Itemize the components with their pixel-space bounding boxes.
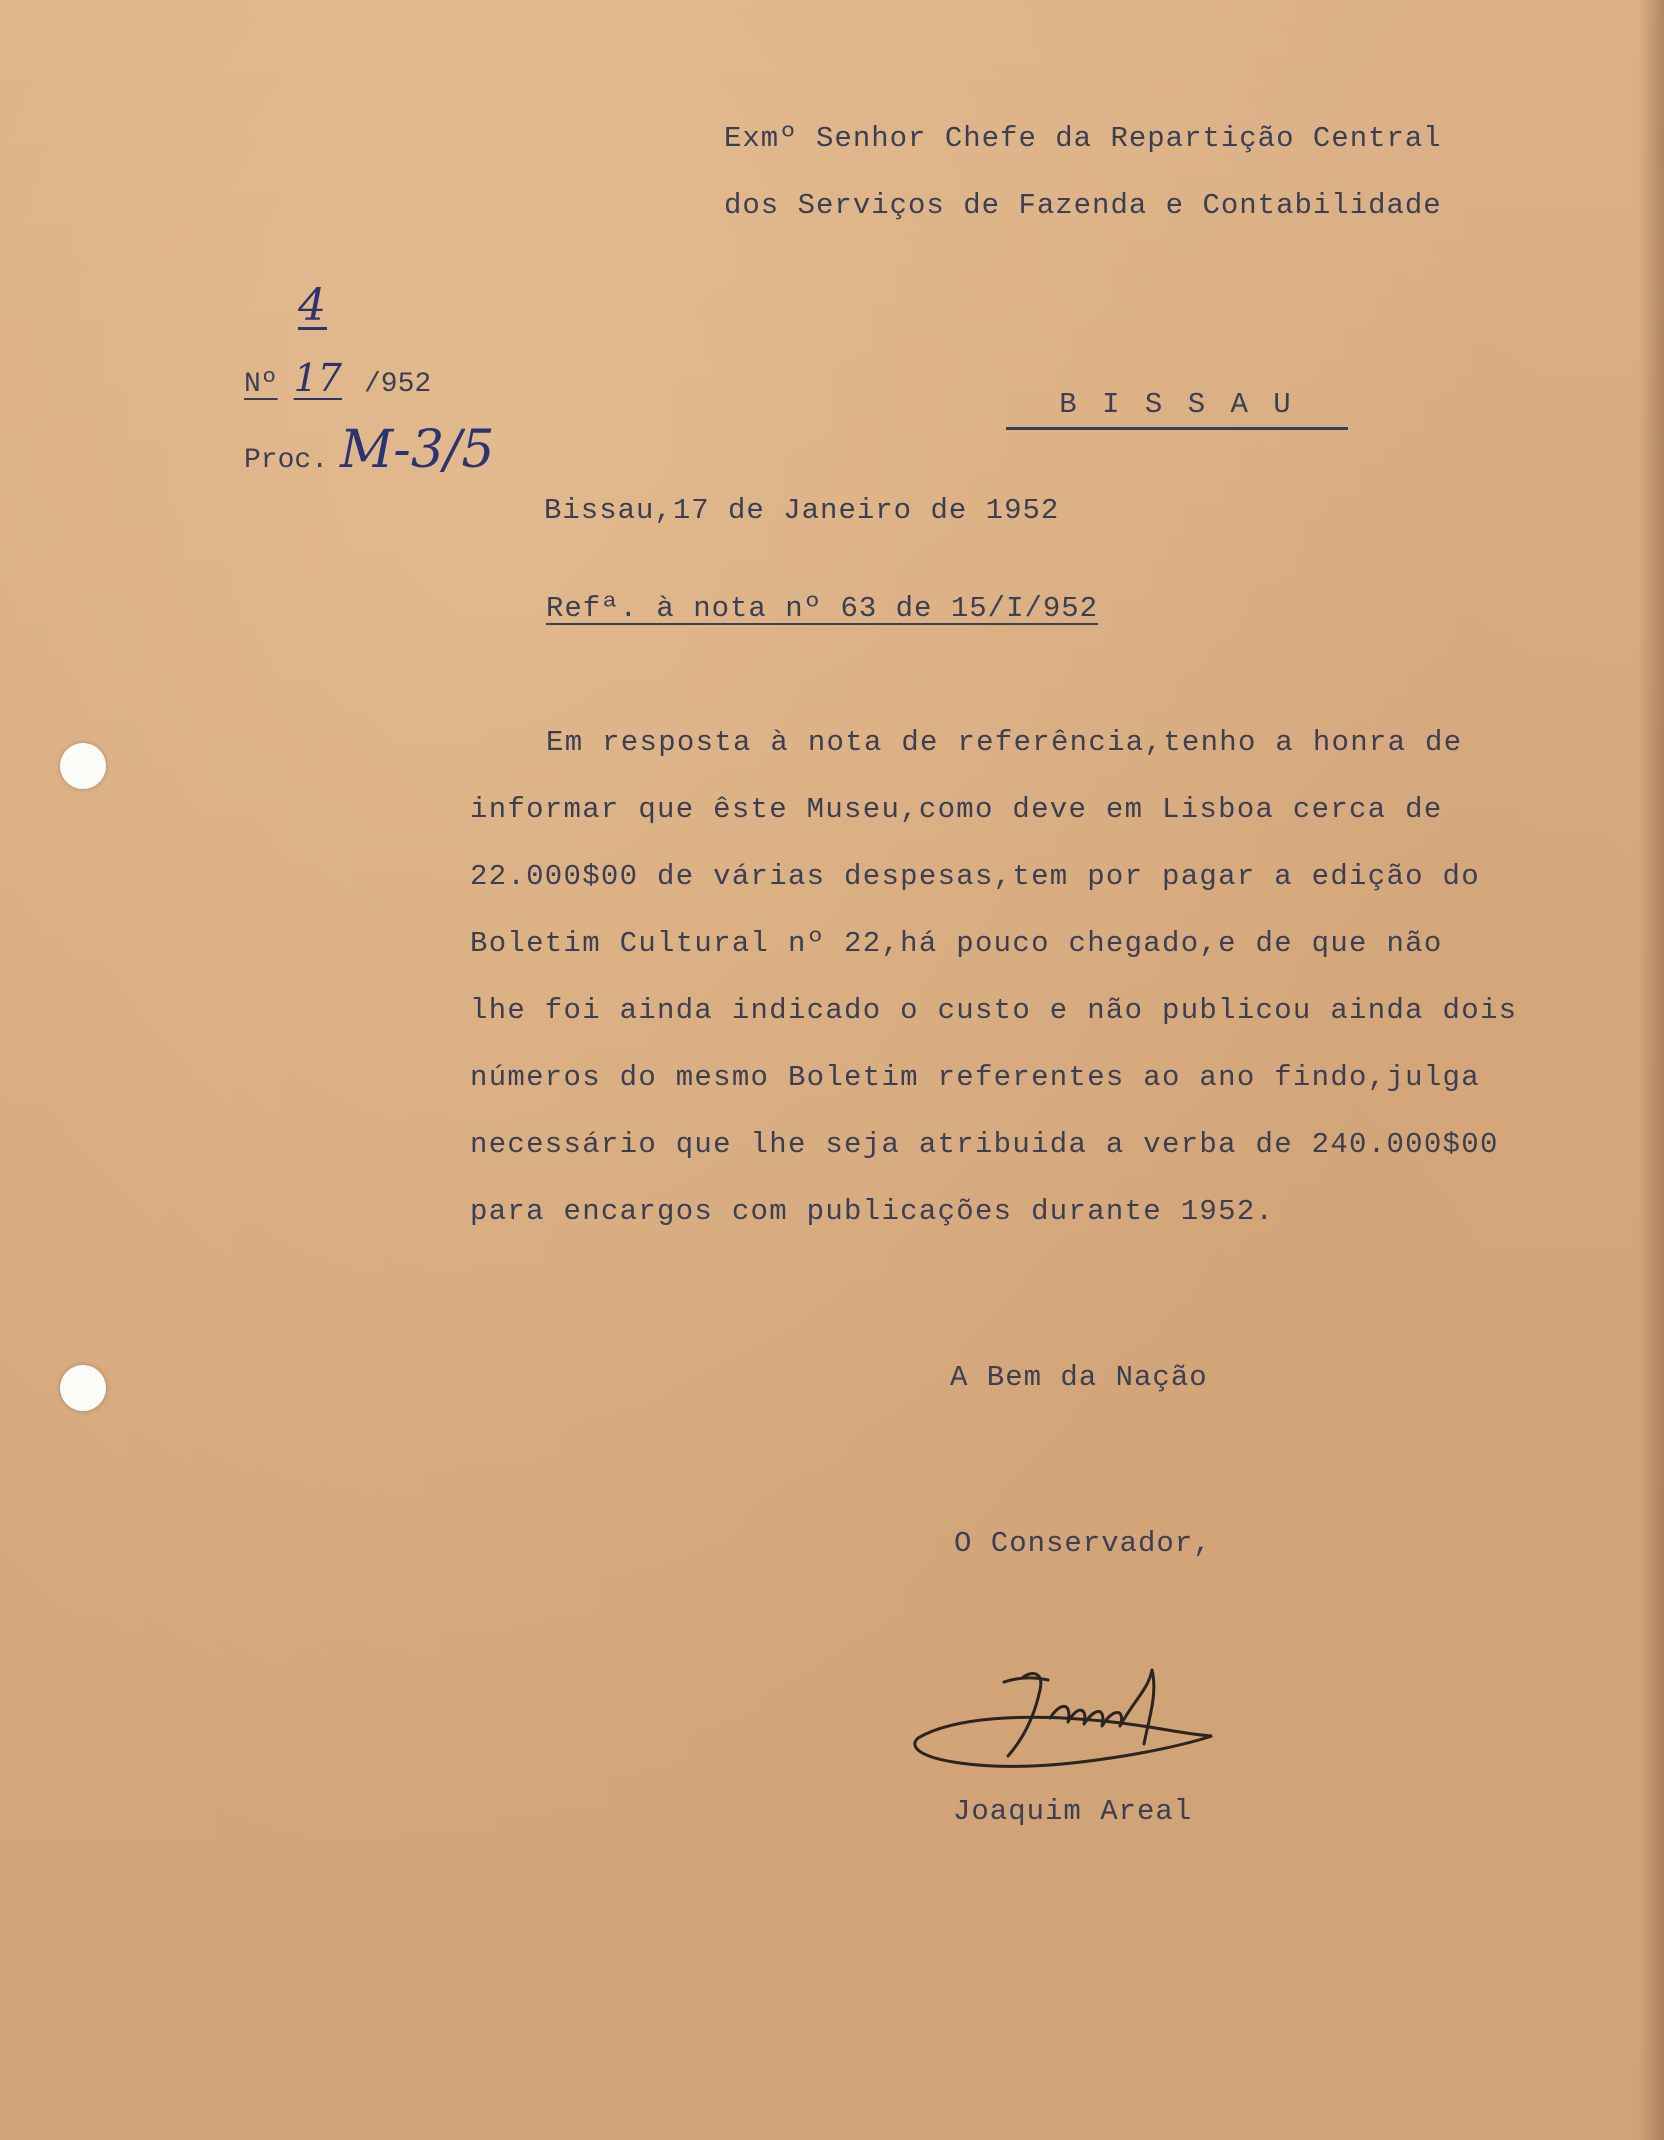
body-line-7: necessário que lhe seja atribuida a verba de 240.000$00 (470, 1128, 1499, 1161)
destination-text: B I S S A U (1059, 388, 1295, 421)
body-line-3: 22.000$00 de várias despesas,tem por pagar a edição do (470, 860, 1480, 893)
number-prefix: Nº (244, 369, 278, 400)
process-reference (244, 420, 495, 480)
punch-hole-top (60, 743, 106, 789)
body-line-6: números do mesmo Boletim referentes ao ano findo,julga (470, 1061, 1480, 1094)
paper-edge-shadow (1638, 0, 1664, 2140)
sign-title: O Conservador, (954, 1527, 1212, 1560)
punch-hole-bottom (60, 1365, 106, 1411)
number-year: /952 (363, 369, 432, 400)
body-line-4: Boletim Cultural nº 22,há pouco chegado,e de que não (470, 927, 1443, 960)
document-number (244, 356, 431, 400)
proc-label: Proc. (244, 445, 329, 476)
addressee-line-1: Exmº Senhor Chefe da Repartição Central (724, 122, 1442, 155)
body-line-1: Em resposta à nota de referência,tenho a honra de (546, 726, 1463, 759)
proc-handwritten: M-3/5 (340, 420, 495, 480)
number-handwritten: 17 (293, 356, 342, 400)
reference-line: Refª. à nota nº 63 de 15/I/952 (546, 592, 1099, 625)
signature-image (912, 1660, 1222, 1780)
signer-name: Joaquim Areal (953, 1795, 1193, 1828)
body-line-8: para encargos com publicações durante 1952. (470, 1195, 1275, 1228)
addressee-line-2: dos Serviços de Fazenda e Contabilidade (724, 189, 1442, 222)
handwritten-number: 4 (298, 280, 327, 331)
date-line: Bissau,17 de Janeiro de 1952 (544, 494, 1060, 527)
destination (1006, 388, 1348, 430)
body-line-5: lhe foi ainda indicado o custo e não publicou ainda dois (470, 994, 1518, 1027)
body-line-2: informar que êste Museu,como deve em Lisboa cerca de (470, 793, 1443, 826)
closing: A Bem da Nação (950, 1361, 1208, 1394)
